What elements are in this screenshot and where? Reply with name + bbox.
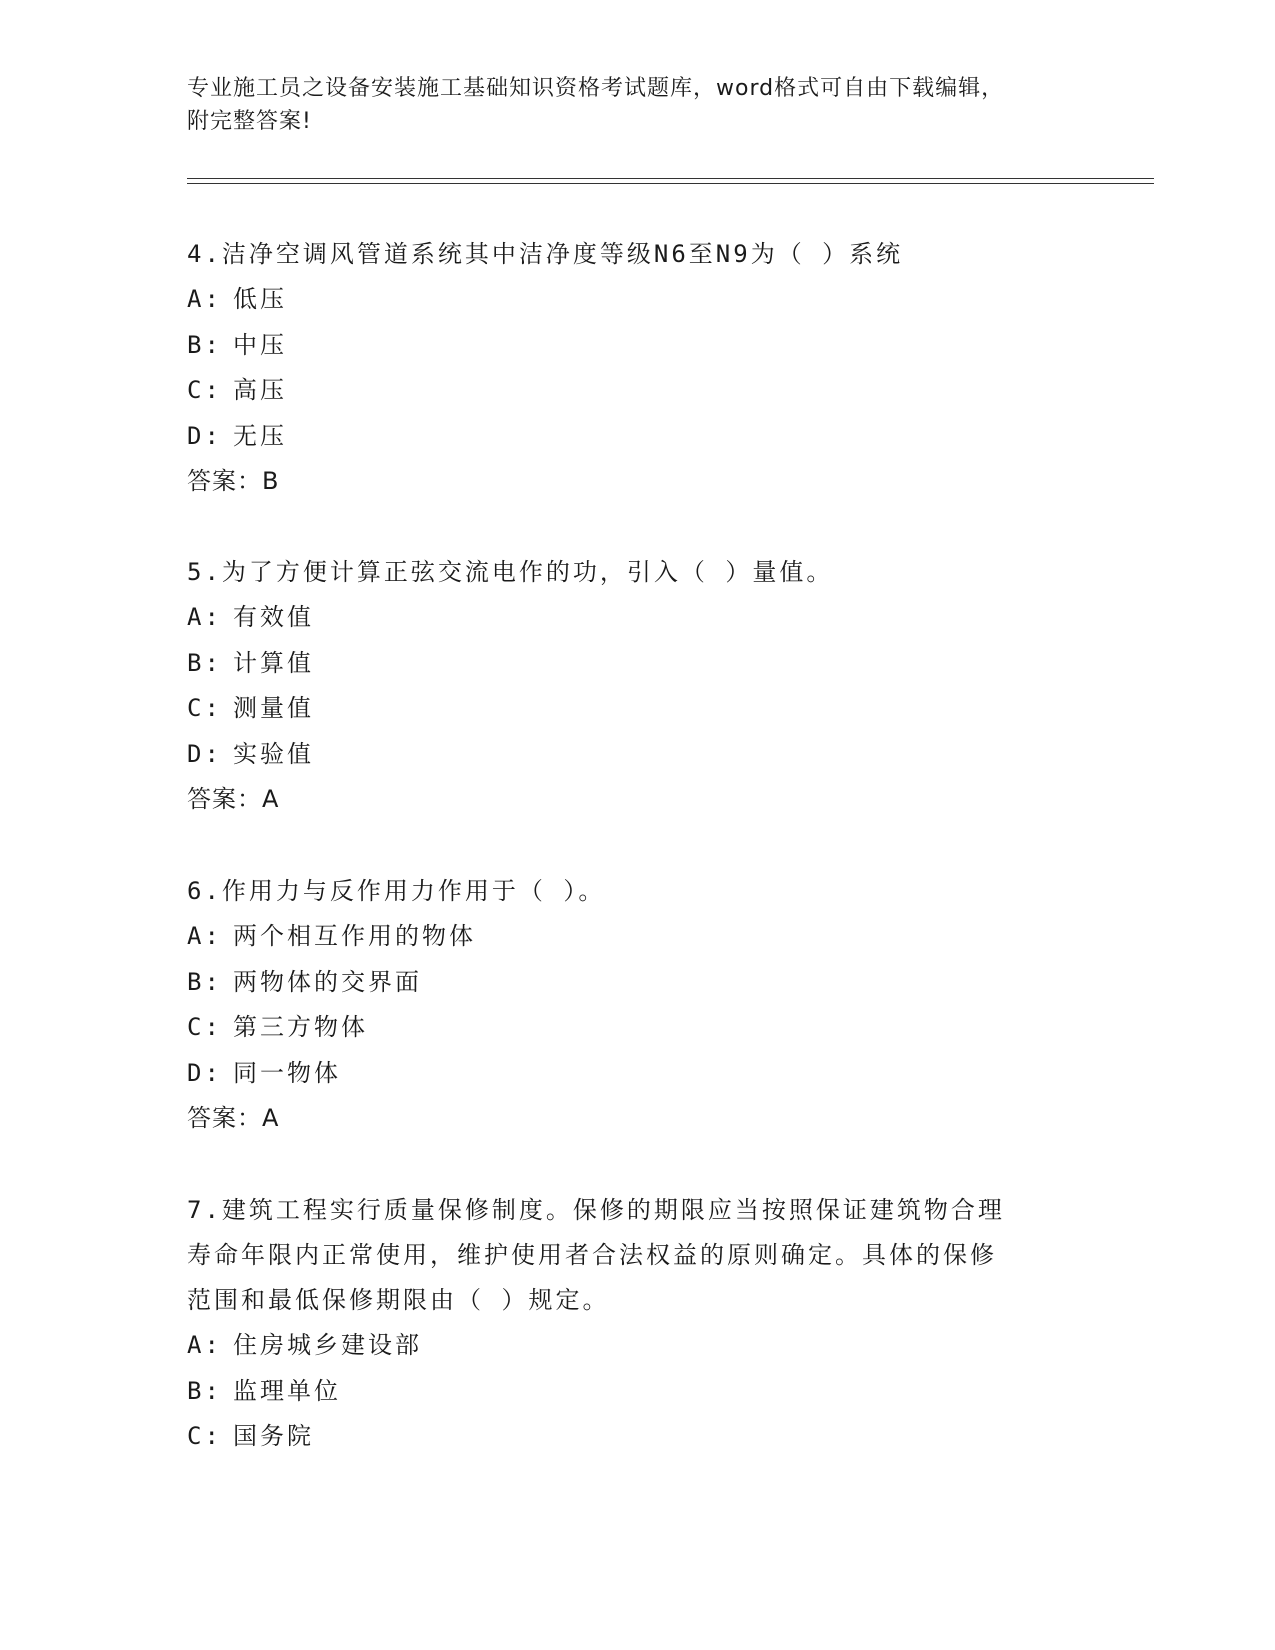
option-text: 计算值	[233, 648, 314, 677]
option-letter: B:	[187, 1376, 222, 1405]
header-line-1: 专业施工员之设备安装施工基础知识资格考试题库，word格式可自由下载编辑，	[187, 76, 1005, 101]
question-7	[187, 1188, 1067, 1460]
option-text: 高压	[233, 376, 287, 404]
option-letter: A:	[187, 922, 222, 950]
header-divider-top	[187, 178, 1154, 179]
document-header	[187, 72, 1067, 138]
option-d	[187, 732, 1067, 778]
question-stem-line-3: 范围和最低保修期限由（ ）规定。	[187, 1286, 610, 1314]
option-text: 监理单位	[233, 1376, 341, 1405]
option-a	[187, 277, 1067, 323]
option-letter: D:	[187, 739, 222, 768]
question-stem-line-2: 寿命年限内正常使用，维护使用者合法权益的原则确定。具体的保修	[187, 1241, 997, 1269]
option-letter: A:	[187, 1331, 222, 1359]
option-b	[187, 323, 1067, 369]
option-letter: D:	[187, 1058, 222, 1087]
option-letter: D:	[187, 421, 222, 450]
option-c	[187, 686, 1067, 732]
option-c	[187, 1414, 1067, 1460]
question-stem: 6.作用力与反作用力作用于（ ）。	[187, 877, 606, 905]
option-d	[187, 414, 1067, 460]
option-text: 测量值	[233, 694, 314, 722]
option-text: 第三方物体	[233, 1013, 368, 1041]
question-stem-line-1: 7.建筑工程实行质量保修制度。保修的期限应当按照保证建筑物合理	[187, 1196, 1005, 1224]
option-b	[187, 641, 1067, 687]
option-a	[187, 595, 1067, 641]
option-c	[187, 1005, 1067, 1051]
option-c	[187, 368, 1067, 414]
option-text: 有效值	[233, 603, 314, 631]
question-stem: 5.为了方便计算正弦交流电作的功，引入（ ）量值。	[187, 558, 834, 586]
option-text: 中压	[233, 330, 287, 359]
answer-line: 答案：B	[187, 467, 280, 495]
option-b	[187, 960, 1067, 1006]
option-letter: B:	[187, 648, 222, 677]
question-4	[187, 232, 1067, 504]
question-6	[187, 869, 1067, 1141]
option-d	[187, 1051, 1067, 1097]
option-text: 低压	[233, 285, 287, 313]
header-divider-bottom	[187, 183, 1154, 184]
option-text: 无压	[233, 421, 287, 450]
option-text: 同一物体	[233, 1058, 341, 1087]
option-text: 住房城乡建设部	[233, 1331, 422, 1359]
answer-line: 答案：A	[187, 1104, 280, 1132]
option-letter: A:	[187, 603, 222, 631]
option-letter: C:	[187, 1422, 222, 1450]
header-line-2: 附完整答案!	[187, 109, 312, 134]
option-letter: C:	[187, 1013, 222, 1041]
option-a	[187, 1323, 1067, 1369]
option-text: 实验值	[233, 739, 314, 768]
option-letter: C:	[187, 694, 222, 722]
option-text: 国务院	[233, 1422, 314, 1450]
option-a	[187, 914, 1067, 960]
option-text: 两个相互作用的物体	[233, 922, 476, 950]
option-letter: A:	[187, 285, 222, 313]
option-b	[187, 1369, 1067, 1415]
option-letter: C:	[187, 376, 222, 404]
question-stem: 4.洁净空调风管道系统其中洁净度等级N6至N9为（ ）系统	[187, 240, 904, 268]
question-5	[187, 550, 1067, 822]
option-text: 两物体的交界面	[233, 967, 422, 996]
answer-line: 答案：A	[187, 785, 280, 813]
option-letter: B:	[187, 967, 222, 996]
option-letter: B:	[187, 330, 222, 359]
